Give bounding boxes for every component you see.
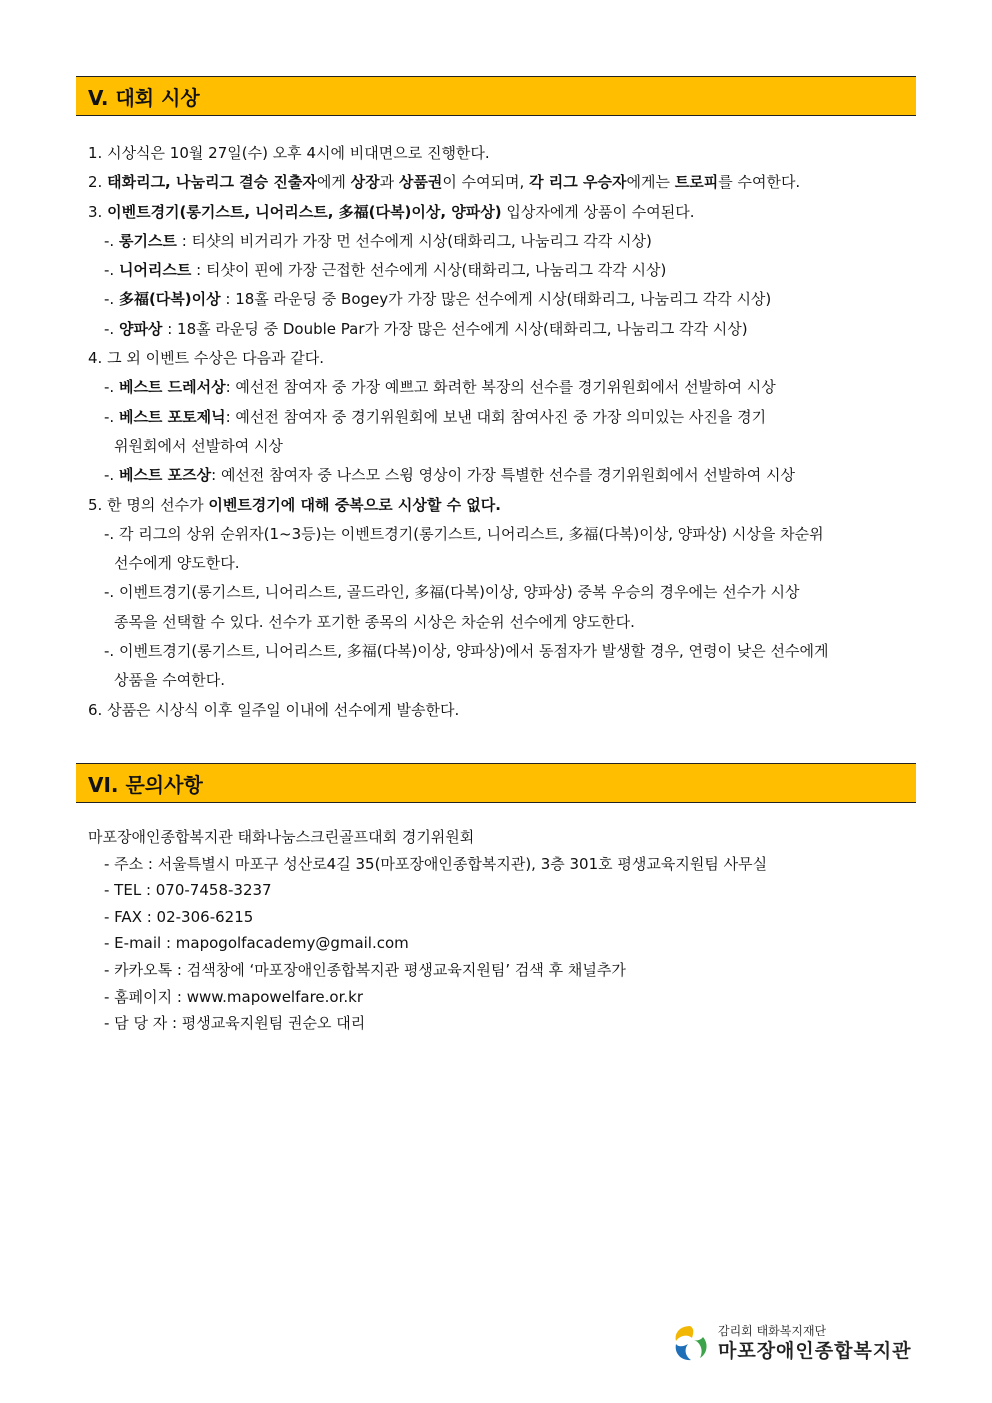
list-item: 5. 한 명의 선수가 이벤트경기에 대해 중복으로 시상할 수 없다. xyxy=(88,495,501,514)
list-item: 3. 이벤트경기(롱기스트, 니어리스트, 多福(다복)이상, 양파상) 입상자에게 상품이 수여된다. xyxy=(88,202,695,221)
list-item: 1. 시상식은 10월 27일(수) 오후 4시에 비대면으로 진행한다. xyxy=(88,144,490,162)
contact-fax: - FAX : 02-306-6215 xyxy=(104,907,254,926)
section-header-awards xyxy=(76,76,916,116)
sub-item-duplicate-win: -. 이벤트경기(롱기스트, 니어리스트, 골드라인, 多福(다복)이상, 양파상) 중복 우승의 경우에는 선수가 시상 종목을 선택할 수 있다. 선수가 포기한 종목의 시상은 차순위 선수에게 양도한다. xyxy=(104,583,800,631)
sub-item-best-pose: -. 베스트 포즈상: 예선전 참여자 중 나스모 스윙 영상이 가장 특별한 선수를 경기위원회에서 선발하여 시상 xyxy=(104,466,796,485)
contact-kakao: - 카카오톡 : 검색창에 ‘마포장애인종합복지관 평생교육지원팀’ 검색 후 채널추가 xyxy=(104,960,626,979)
sub-item-best-dresser: -. 베스트 드레서상: 예선전 참여자 중 가장 예쁘고 화려한 복장의 선수를 경기위원회에서 선발하여 시상 xyxy=(104,378,776,397)
sub-item-longest: -. 롱기스트 : 티샷의 비거리가 가장 먼 선수에게 시상(태화리그, 나눔리그 각각 시상) xyxy=(104,231,652,250)
logo-foundation-name: 감리회 태화복지재단 xyxy=(718,1324,827,1338)
sub-item-dabok: -. 多福(다복)이상 : 18홀 라운딩 중 Bogey가 가장 많은 선수에게 시상(태화리그, 나눔리그 각각 시상) xyxy=(104,290,772,309)
contact-email: - E-mail : mapogolfacademy@gmail.com xyxy=(104,934,409,953)
inquiry-content xyxy=(88,824,923,1037)
list-item: 6. 상품은 시상식 이후 일주일 이내에 선수에게 발송한다. xyxy=(88,700,460,719)
logo-center-name: 마포장애인종합복지관 xyxy=(718,1340,912,1362)
contact-manager: - 담 당 자 : 평생교육지원팀 권순오 대리 xyxy=(104,1014,366,1033)
logo-mark-icon xyxy=(670,1322,710,1364)
contact-homepage: - 홈페이지 : www.mapowelfare.or.kr xyxy=(104,987,363,1006)
org-name: 마포장애인종합복지관 태화나눔스크린골프대회 경기위원회 xyxy=(88,828,475,846)
sub-item-nearest: -. 니어리스트 : 티샷이 핀에 가장 근접한 선수에게 시상(태화리그, 나눔리그 각각 시상) xyxy=(104,261,667,280)
sub-item-tie: -. 이벤트경기(롱기스트, 니어리스트, 多福(다복)이상, 양파상)에서 동점자가 발생할 경우, 연령이 낮은 선수에게 상품을 수여한다. xyxy=(104,642,829,690)
sub-item-yangpa: -. 양파상 : 18홀 라운딩 중 Double Par가 가장 많은 선수에게 시상(태화리그, 나눔리그 각각 시상) xyxy=(104,319,748,338)
sub-item-rank-transfer: -. 각 리그의 상위 순위자(1~3등)는 이벤트경기(롱기스트, 니어리스트, 多福(다복)이상, 양파상) 시상을 차순위 선수에게 양도한다. xyxy=(104,524,824,573)
section-title: VI. 문의사항 xyxy=(88,772,203,797)
section-header-inquiry xyxy=(76,763,916,803)
awards-content xyxy=(88,139,923,725)
list-item: 4. 그 외 이벤트 수상은 다음과 같다. xyxy=(88,349,325,368)
footer-logo xyxy=(670,1322,912,1364)
list-item: 2. 태화리그, 나눔리그 결승 진출자에게 상장과 상품권이 수여되며, 각 리그 우승자에게는 트로피를 수여한다. xyxy=(88,173,801,192)
section-title: V. 대회 시상 xyxy=(88,85,200,110)
contact-tel: - TEL : 070-7458-3237 xyxy=(104,881,272,900)
sub-item-best-photogenic: -. 베스트 포토제닉: 예선전 참여자 중 경기위원회에 보낸 대회 참여사진 중 가장 의미있는 사진을 경기 위원회에서 선발하여 시상 xyxy=(104,407,767,455)
contact-address: - 주소 : 서울특별시 마포구 성산로4길 35(마포장애인종합복지관), 3층 301호 평생교육지원팀 사무실 xyxy=(104,854,768,873)
